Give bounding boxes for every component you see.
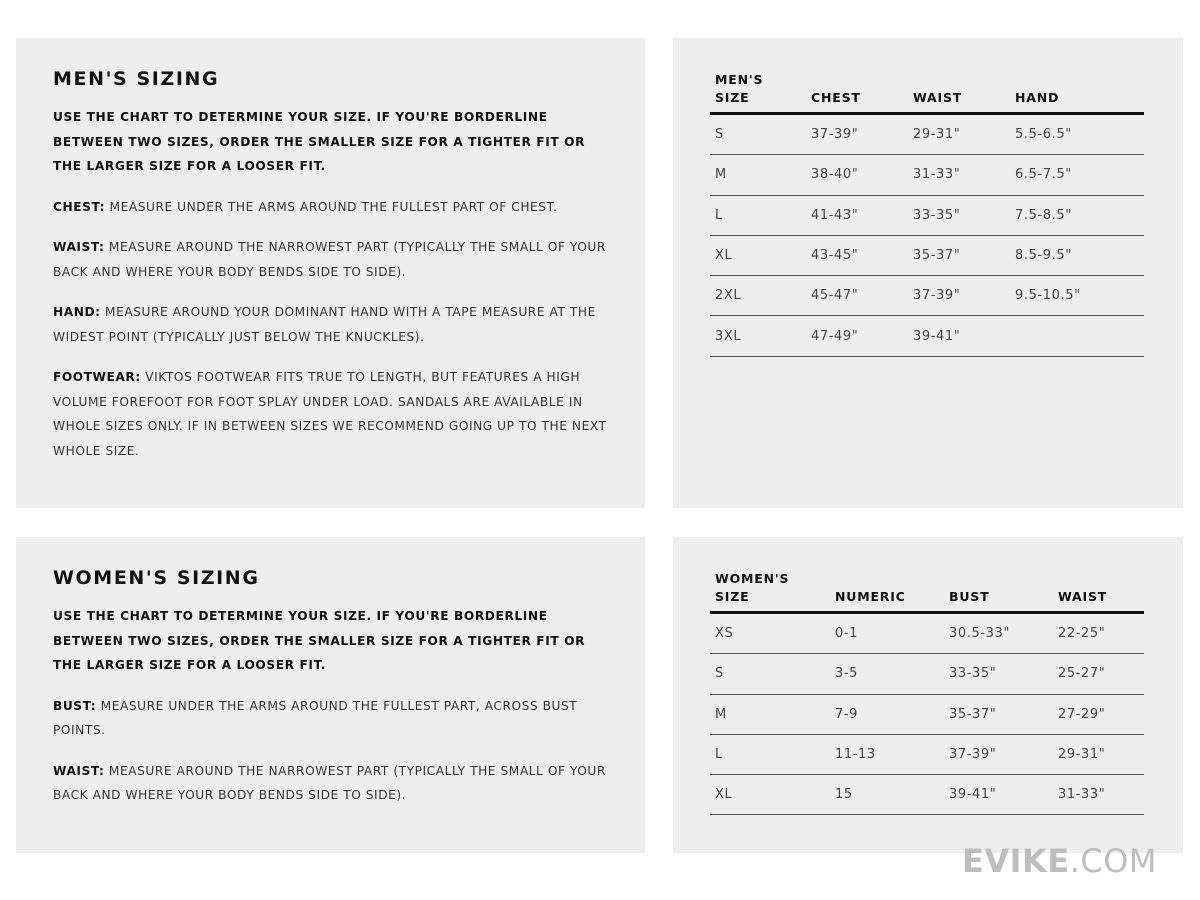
table-header [710, 71, 1144, 115]
table-cell: 31-33" [1058, 787, 1106, 803]
mens-footwear-note [53, 365, 607, 463]
table-cell: 29-31" [913, 127, 961, 143]
table-cell: 5.5-6.5" [1015, 127, 1072, 143]
column-header-line: WOMEN'S [715, 571, 790, 586]
table-cell: 45-47" [811, 288, 859, 304]
mens-size-chart-panel [673, 38, 1183, 508]
table-cell: S [715, 127, 724, 143]
table-cell: 35-37" [949, 706, 997, 722]
column-header-line: NUMERIC [835, 589, 906, 604]
womens-bust-note [53, 694, 607, 743]
table-cell: 41-43" [811, 207, 859, 223]
table-row [710, 115, 1144, 155]
watermark-brand: EVIKE [962, 842, 1070, 880]
note-text: MEASURE AROUND YOUR DOMINANT HAND WITH A TAPE MEASURE AT THE WIDEST POINT (TYPICALLY JUST BELOW THE KNUCKLES). [53, 305, 596, 344]
evike-watermark [962, 842, 1157, 880]
table-cell: 39-41" [913, 328, 961, 344]
column-header [710, 570, 830, 606]
table-cell: 7-9 [835, 706, 859, 722]
table-cell: 11-13 [835, 747, 876, 763]
table-cell: 9.5-10.5" [1015, 288, 1081, 304]
column-header-line: MEN'S [715, 72, 764, 87]
column-header-line: WAIST [1058, 589, 1108, 604]
table-cell: 43-45" [811, 248, 859, 264]
column-header-line: BUST [949, 589, 990, 604]
note-term: CHEST: [53, 199, 106, 214]
table-cell: 29-31" [1058, 747, 1106, 763]
column-header [806, 89, 908, 107]
table-row [710, 155, 1144, 195]
table-cell: 3-5 [835, 666, 859, 682]
table-cell: M [715, 167, 727, 183]
womens-size-table [710, 570, 1144, 815]
table-cell: S [715, 666, 724, 682]
column-header [908, 89, 1010, 107]
table-cell: 38-40" [811, 167, 859, 183]
mens-hand-note [53, 300, 607, 349]
note-term: FOOTWEAR: [53, 370, 141, 384]
column-header-line: SIZE [715, 90, 750, 105]
table-cell: 31-33" [913, 167, 961, 183]
table-cell: M [715, 706, 727, 722]
table-cell: 6.5-7.5" [1015, 167, 1072, 183]
column-header [830, 588, 944, 606]
table-row [710, 654, 1144, 694]
note-term: WAIST: [53, 763, 105, 778]
note-term: HAND: [53, 305, 101, 319]
table-row [710, 614, 1144, 654]
column-header-line: SIZE [715, 589, 750, 604]
watermark-suffix: .COM [1069, 842, 1157, 880]
table-cell: 22-25" [1058, 626, 1106, 642]
table-row [710, 316, 1144, 356]
note-text: MEASURE UNDER THE ARMS AROUND THE FULLEST PART, ACROSS BUST POINTS. [53, 698, 578, 737]
column-header-line: WAIST [913, 90, 963, 105]
column-header [1010, 89, 1144, 107]
table-cell: 47-49" [811, 328, 859, 344]
table-row [710, 775, 1144, 815]
mens-sizing-title: MEN'S SIZING [53, 68, 220, 90]
column-header-line: CHEST [811, 90, 861, 105]
table-row [710, 236, 1144, 276]
table-cell: 15 [835, 787, 853, 803]
womens-sizing-intro: USE THE CHART TO DETERMINE YOUR SIZE. IF YOU'RE BORDERLINE BETWEEN TWO SIZES, ORDER THE SMALLER SIZE FOR A TIGHTER FIT OR THE LARGER SIZE FOR A LOOSER FIT. [53, 609, 586, 672]
table-header [710, 570, 1144, 614]
table-row [710, 735, 1144, 775]
mens-size-table [710, 71, 1144, 357]
womens-size-chart-panel [673, 537, 1183, 853]
table-cell: L [715, 207, 723, 223]
table-cell: 35-37" [913, 248, 961, 264]
table-cell: 30.5-33" [949, 626, 1010, 642]
womens-sizing-info-panel [16, 537, 645, 853]
womens-sizing-title: WOMEN'S SIZING [53, 567, 260, 589]
column-header-line: HAND [1015, 90, 1060, 105]
table-row [710, 276, 1144, 316]
table-row [710, 695, 1144, 735]
table-cell: XL [715, 248, 733, 264]
note-term: BUST: [53, 698, 97, 713]
table-cell: 39-41" [949, 787, 997, 803]
table-cell: 37-39" [949, 747, 997, 763]
table-cell: XL [715, 787, 733, 803]
column-header [944, 588, 1053, 606]
table-cell: 8.5-9.5" [1015, 248, 1072, 264]
table-cell: 7.5-8.5" [1015, 207, 1072, 223]
table-row [710, 196, 1144, 236]
note-term: WAIST: [53, 240, 105, 254]
note-text: MEASURE UNDER THE ARMS AROUND THE FULLEST PART OF CHEST. [109, 199, 558, 214]
mens-sizing-intro: USE THE CHART TO DETERMINE YOUR SIZE. IF YOU'RE BORDERLINE BETWEEN TWO SIZES, ORDER THE SMALLER SIZE FOR A TIGHTER FIT OR THE LARGER SIZE FOR A LOOSER FIT. [53, 110, 586, 173]
mens-chest-note [53, 195, 607, 220]
table-cell: XS [715, 626, 734, 642]
table-cell: 37-39" [811, 127, 859, 143]
table-cell: 27-29" [1058, 706, 1106, 722]
table-cell: 37-39" [913, 288, 961, 304]
note-text: MEASURE AROUND THE NARROWEST PART (TYPICALLY THE SMALL OF YOUR BACK AND WHERE YOUR BODY BENDS SIDE TO SIDE). [53, 763, 606, 802]
column-header [1053, 588, 1144, 606]
table-cell: 3XL [715, 328, 742, 344]
table-cell: 2XL [715, 288, 742, 304]
table-cell: 33-35" [913, 207, 961, 223]
table-cell: L [715, 747, 723, 763]
table-cell: 25-27" [1058, 666, 1106, 682]
table-cell: 0-1 [835, 626, 859, 642]
note-text: MEASURE AROUND THE NARROWEST PART (TYPICALLY THE SMALL OF YOUR BACK AND WHERE YOUR BODY BENDS SIDE TO SIDE). [53, 240, 606, 279]
table-cell: 33-35" [949, 666, 997, 682]
mens-sizing-info-panel [16, 38, 645, 508]
note-text: VIKTOS FOOTWEAR FITS TRUE TO LENGTH, BUT FEATURES A HIGH VOLUME FOREFOOT FOR FOOT SPLAY UNDER LOAD. SANDALS ARE AVAILABLE IN WHOLE SIZES ONLY. IF IN BETWEEN SIZES WE RECOMMEND GOING UP TO THE NEXT WHOLE SIZE. [53, 370, 607, 458]
column-header [710, 71, 806, 107]
womens-waist-note [53, 759, 607, 808]
mens-waist-note [53, 235, 607, 284]
